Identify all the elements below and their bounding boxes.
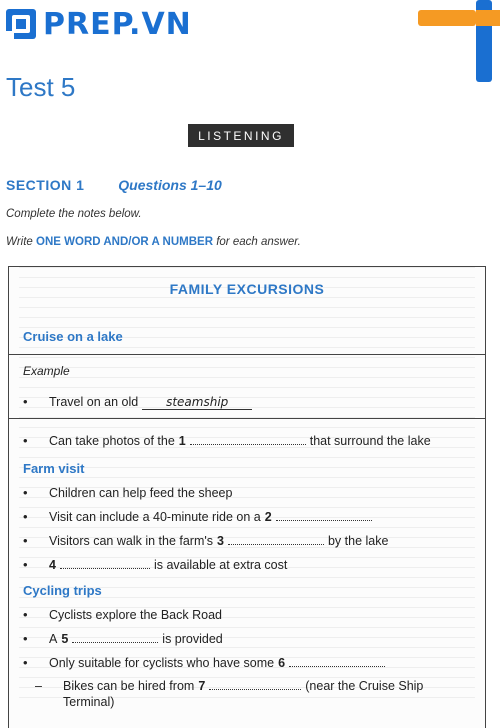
prep-logo-icon <box>6 9 36 39</box>
section-header <box>6 177 222 193</box>
section-label: SECTION 1 <box>6 177 85 193</box>
bullet: • <box>23 607 28 622</box>
test-title: Test 5 <box>6 72 76 102</box>
listening-badge: LISTENING <box>188 124 294 147</box>
question-1: • Can take photos of the 1 that surround the lake <box>23 433 431 448</box>
question-5: • A 5 is provided <box>23 631 223 646</box>
section-questions: Questions 1–10 <box>118 177 222 193</box>
question-3: • Visitors can walk in the farm's 3 by the lake <box>23 533 389 548</box>
question-number: 3 <box>217 534 224 548</box>
bullet: • <box>23 394 28 409</box>
question-number: 6 <box>278 656 286 670</box>
prep-logo <box>6 6 192 42</box>
answer-blank-6[interactable] <box>289 656 385 667</box>
bullet: • <box>23 631 28 646</box>
question-number: 1 <box>178 434 186 448</box>
question-number: 7 <box>198 679 206 693</box>
question-6: • Only suitable for cyclists who have some 6 <box>23 655 389 670</box>
bullet: • <box>23 557 28 572</box>
example-item: • Travel on an old steamship <box>23 394 252 410</box>
corner-plus-decoration <box>418 0 500 82</box>
answer-blank-7[interactable] <box>209 679 301 690</box>
question-number: 4 <box>49 558 56 572</box>
instruction-word-limit: Write ONE WORD AND/OR A NUMBER for each answer. <box>6 236 301 248</box>
answer-blank-2[interactable] <box>276 510 372 521</box>
answer-blank-1[interactable] <box>190 434 306 445</box>
answer-blank-3[interactable] <box>228 534 324 545</box>
question-7-continued: Terminal) <box>63 695 115 709</box>
bullet: • <box>23 433 28 448</box>
bullet: • <box>23 485 28 500</box>
farm-item-1: • Children can help feed the sheep <box>23 485 233 500</box>
word-limit-highlight: ONE WORD AND/OR A NUMBER <box>36 236 214 248</box>
cycling-item-1: • Cyclists explore the Back Road <box>23 607 222 622</box>
bullet: • <box>23 509 28 524</box>
instruction-complete-notes: Complete the notes below. <box>6 208 142 220</box>
question-number: 5 <box>61 632 69 646</box>
heading-cycling-trips: Cycling trips <box>23 583 102 598</box>
heading-farm-visit: Farm visit <box>23 461 85 476</box>
brand-name: PREP.VN <box>43 6 192 42</box>
example-label: Example <box>23 364 70 378</box>
question-4: • 4 is available at extra cost <box>23 557 288 572</box>
divider-example-top <box>9 354 485 355</box>
heading-cruise: Cruise on a lake <box>23 329 123 344</box>
question-7: – Bikes can be hired from 7 (near the Cruise Ship <box>23 679 423 693</box>
question-number: 2 <box>264 510 272 524</box>
answer-blank-4[interactable] <box>60 558 150 569</box>
divider-example-bottom <box>9 418 485 419</box>
bullet: • <box>23 655 28 670</box>
example-answer: steamship <box>142 395 252 410</box>
bullet: • <box>23 533 28 548</box>
notes-box <box>8 266 486 728</box>
notes-title: FAMILY EXCURSIONS <box>169 281 325 297</box>
answer-blank-5[interactable] <box>72 632 158 643</box>
dash-bullet: – <box>35 679 42 693</box>
question-2: • Visit can include a 40-minute ride on a 2 <box>23 509 376 524</box>
